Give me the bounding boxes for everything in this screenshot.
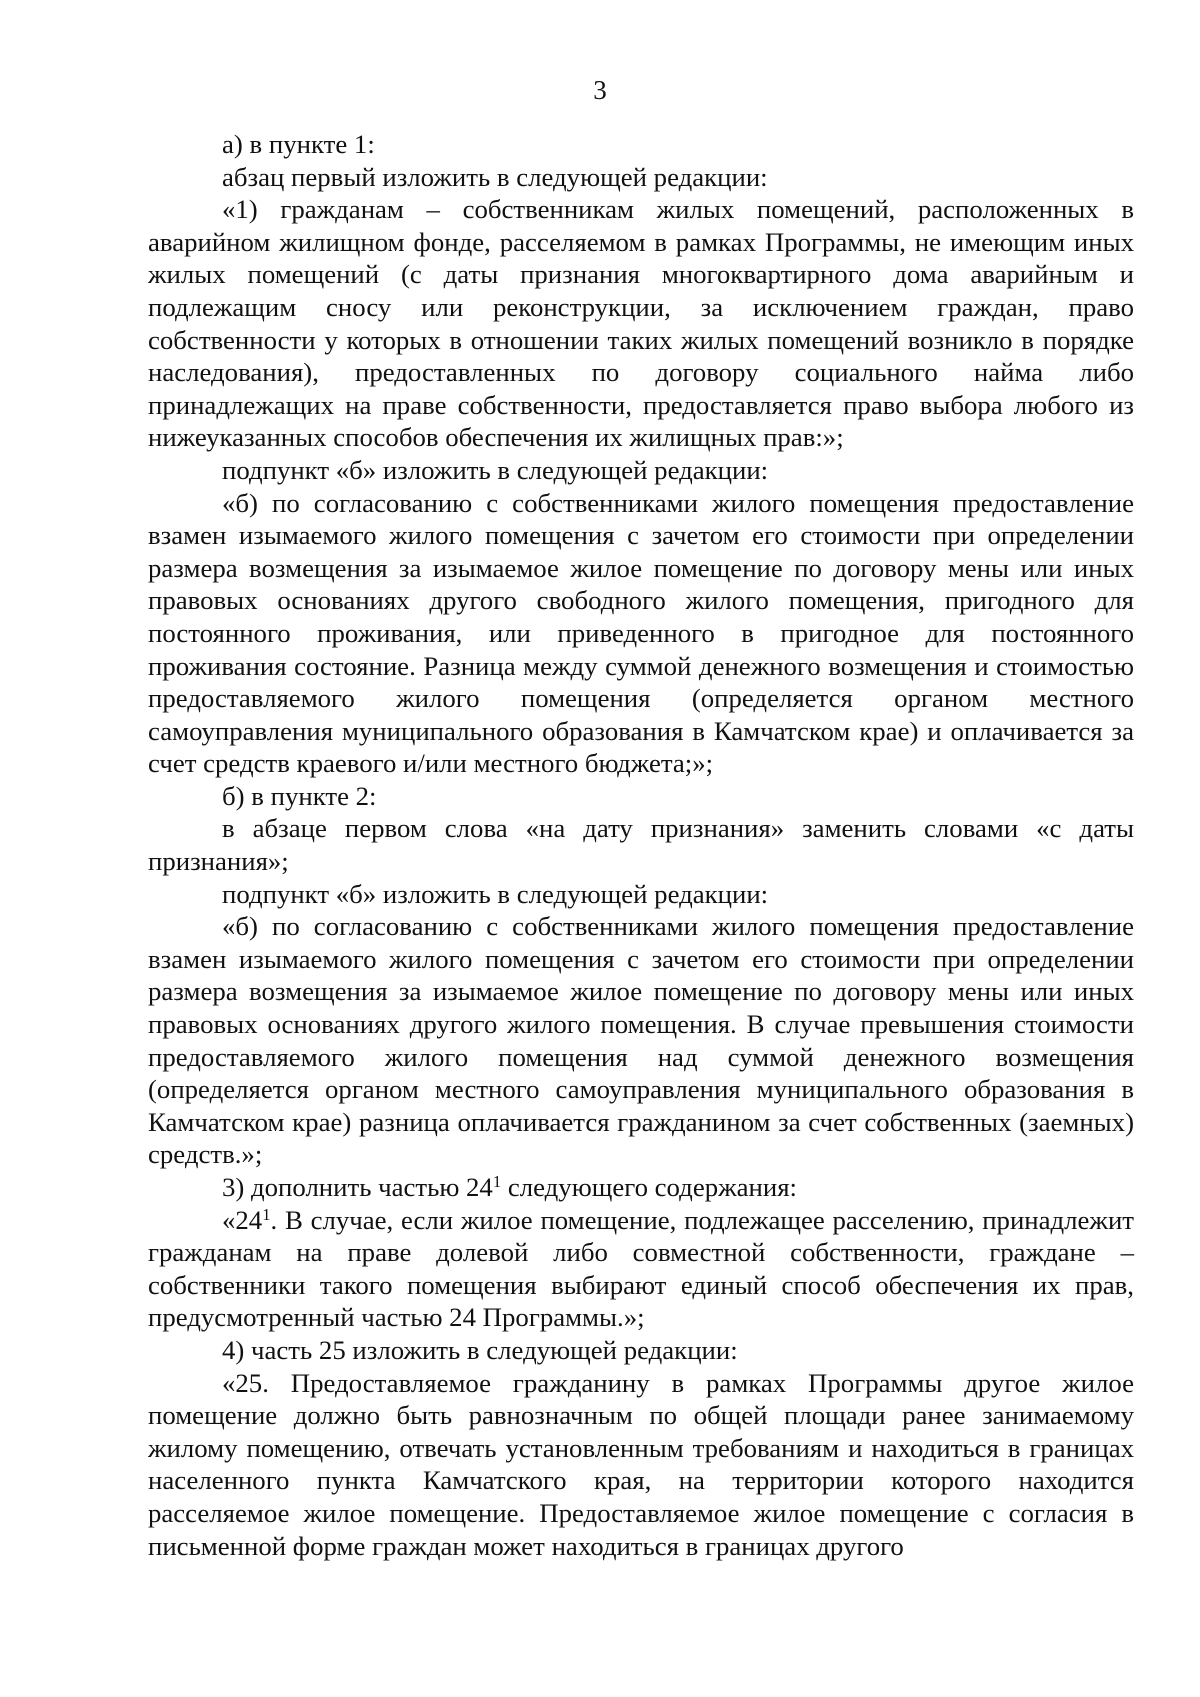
paragraph-subitem-b-instruction: подпункт «б» изложить в следующей редакции: [222,454,769,485]
superscript-1: 1 [262,1204,271,1224]
superscript-1: 1 [492,1171,502,1191]
document-body [148,128,1134,1562]
paragraph-quoted-subitem-b: «б) по согласованию с собственниками жилого помещения предоставление взамен изымаемого жилого помещения с зачетом его стоимости при определении размера возмещения за изымаемое жилое помещение по договору мены или иных правовых основаниях другого свободного жилого помещения, пригодного для постоянного проживания, или приведенного в пригодное для постоянного проживания состояние. Разница между суммой денежного возмещения и стоимостью предоставляемого жилого помещения (определяется органом местного самоуправления муниципального образования в Камчатском крае) и оплачивается за счет средств краевого и/или местного бюджета;»; [148,487,1134,779]
paragraph-subitem-b-instruction-2: подпункт «б» изложить в следующей редакции: [222,878,769,909]
paragraph-replace-words: в абзаце первом слова «на дату признания» заменить словами «с даты признания»; [148,813,1134,877]
paragraph-item-3-before: 3) дополнить частью 24 [222,1172,493,1202]
paragraph-item-a: а) в пункте 1: [222,129,375,159]
paragraph-quoted-point-1: «1) гражданам – собственникам жилых помещений, расположенных в аварийном жилищном фонде, расселяемом в рамках Программы, не имеющим иных жилых помещений (с даты признания многоквартирного дома аварийным и подлежащим сносу или реконструкции, за исключением граждан, право собственности у которых в отношении таких жилых помещений возникло в порядке наследования), предоставленных по договору социального найма либо принадлежащих на праве собственности, предоставляется право выбора любого из нижеуказанных способов обеспечения их жилищных прав:»; [148,194,1134,453]
paragraph-quoted-part-25: «25. Предоставляемое гражданину в рамках Программы другое жилое помещение должно быть равнозначным по общей площади ранее занимаемому жилому помещению, отвечать установленным требованиям и находиться в границах населенного пункта Камчатского края, на территории которого находится расселяемое жилое помещение. Предоставляемое жилое помещение с согласия в письменной форме граждан может находиться в границах другого [148,1367,1134,1561]
paragraph-item-3 [148,1171,1134,1204]
paragraph-quoted-part-24-1-before: «24 [222,1204,263,1235]
paragraph-item-3-after: следующего содержания: [501,1172,797,1202]
paragraph-item-b: б) в пункте 2: [222,780,377,811]
paragraph-item-4: 4) часть 25 изложить в следующей редакции: [222,1334,738,1365]
paragraph-first-abzac-instruction: абзац первый изложить в следующей редакции: [222,161,768,192]
paragraph-quoted-part-24-1 [148,1204,1134,1334]
paragraph-quoted-part-24-1-after: . В случае, если жилое помещение, подлежащее расселению, принадлежит гражданам на праве долевой либо совместной собственности, граждане – собственники такого помещения выбирают единый способ обеспечения их прав, предусмотренный частью 24 Программы.»; [148,1204,1134,1333]
page-number: 3 [593,75,607,105]
paragraph-quoted-subitem-b-2: «б) по согласованию с собственниками жилого помещения предоставление взамен изымаемого жилого помещения с зачетом его стоимости при определении размера возмещения за изымаемое жилое помещение по договору мены или иных правовых основаниях другого жилого помещения. В случае превышения стоимости предоставляемого жилого помещения над суммой денежного возмещения (определяется органом местного самоуправления муниципального образования в Камчатском крае) разница оплачивается гражданином за счет собственных (заемных) средств.»; [148,911,1134,1170]
